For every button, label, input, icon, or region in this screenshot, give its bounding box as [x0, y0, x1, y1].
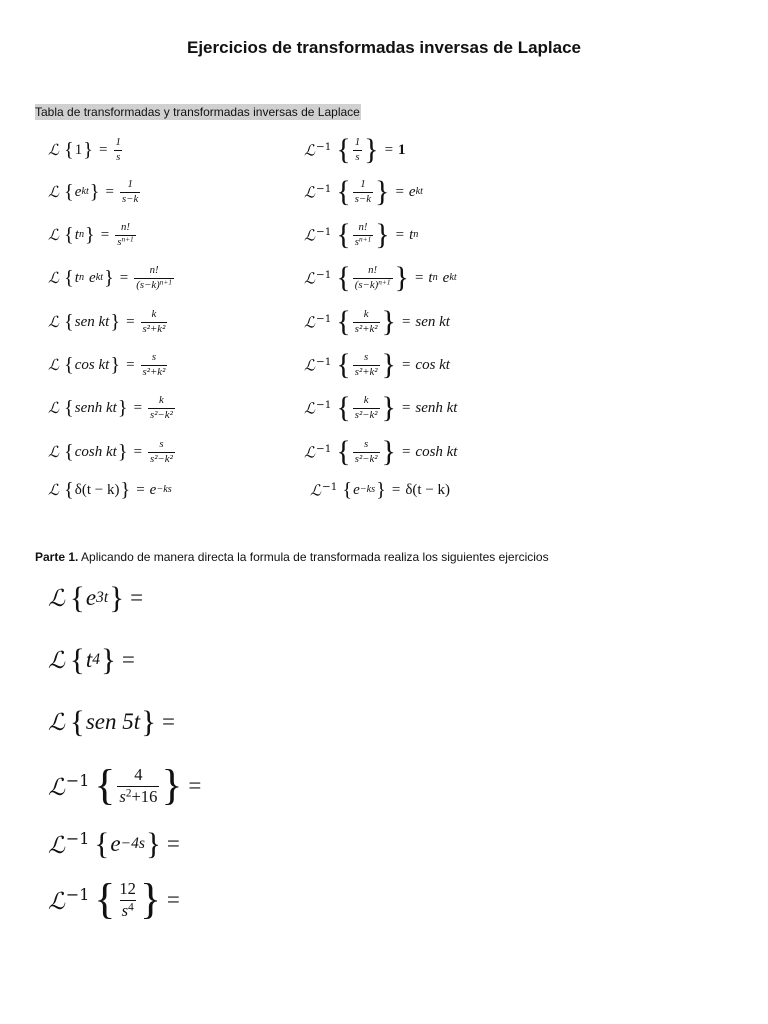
table-row	[0, 388, 768, 428]
page-title: Ejercicios de transformadas inversas de Laplace	[186, 38, 582, 57]
part-1-instructions: Parte 1. Aplicando de manera directa la formula de transformada realiza los siguientes ejercicios	[35, 550, 549, 564]
inverse-transform-formula: ℒ$^{-1}$ { $\frac{1}{s}$ } = 1	[304, 133, 406, 166]
exercise-2: ℒ { t 4 } =	[48, 642, 135, 678]
inverse-transform-formula: ℒ$^{-1}$ { $\frac{s}{\text{s²−k²}}$ } = cosh kt	[304, 435, 458, 468]
inverse-transform-formula: ℒ$^{-1}$ { $\frac{n!}{(s-k)^{n+1}}$ } = t n e kt	[304, 261, 457, 294]
transform-formula: ℒ { t n e kt } = $\frac{n!}{(s-k)^{n+1}}$	[48, 263, 173, 291]
table-row	[0, 215, 768, 255]
inverse-transform-formula: ℒ$^{-1}$ { $\frac{n!}{s^{n+1}}$ } = t n	[304, 218, 419, 251]
transform-formula: ℒ { e kt } = $\frac{1}{s-k}$	[48, 177, 139, 205]
transform-formula: ℒ { cos kt } = $\frac{s}{\text{s²+k²}}$	[48, 350, 166, 378]
inverse-transform-formula: ℒ$^{-1}$ { e −ks } = δ(t − k)	[310, 478, 451, 501]
exercise-4: ℒ$^{-1}$ { $\frac{4}{s^2+16}$ } =	[48, 761, 202, 810]
table-row	[0, 302, 768, 342]
table-row	[0, 432, 768, 472]
exercise-1: ℒ { e 3t } =	[48, 580, 144, 616]
transform-formula: ℒ { cosh kt } = $\frac{s}{\text{s²−k²}}$	[48, 437, 173, 465]
table-caption: Tabla de transformadas y transformadas inversas de Laplace	[35, 105, 360, 119]
inverse-transform-formula: ℒ$^{-1}$ { $\frac{k}{\text{s²−k²}}$ } = senh kt	[304, 391, 458, 424]
table-row	[0, 130, 768, 170]
exercise-6: ℒ$^{-1}$ { $\frac{12}{s^4}$ } =	[48, 875, 180, 924]
table-row	[0, 345, 768, 385]
transform-formula: ℒ { sen kt } = $\frac{k}{\text{s²+k²}}$	[48, 307, 166, 335]
exercise-3: ℒ { sen 5t } =	[48, 704, 176, 740]
table-row	[0, 258, 768, 298]
inverse-transform-formula: ℒ$^{-1}$ { $\frac{s}{\text{s²+k²}}$ } = cos kt	[304, 348, 450, 381]
transform-formula: ℒ { δ(t − k) } = e −ks	[48, 478, 172, 501]
transform-formula: ℒ { 1 } = $\frac{1}{s}$	[48, 135, 121, 163]
table-row	[0, 172, 768, 212]
table-row	[0, 470, 768, 510]
transform-formula: ℒ { t n } = $\frac{n!}{s^{n+1}}$	[48, 220, 134, 248]
inverse-transform-formula: ℒ$^{-1}$ { $\frac{1}{s-k}$ } = e kt	[304, 175, 423, 208]
inverse-transform-formula: ℒ$^{-1}$ { $\frac{k}{\text{s²+k²}}$ } = sen kt	[304, 305, 450, 338]
transform-formula: ℒ { senh kt } = $\frac{k}{\text{s²−k²}}$	[48, 393, 173, 421]
exercise-5: ℒ$^{-1}$ { e −4s } =	[48, 826, 180, 862]
